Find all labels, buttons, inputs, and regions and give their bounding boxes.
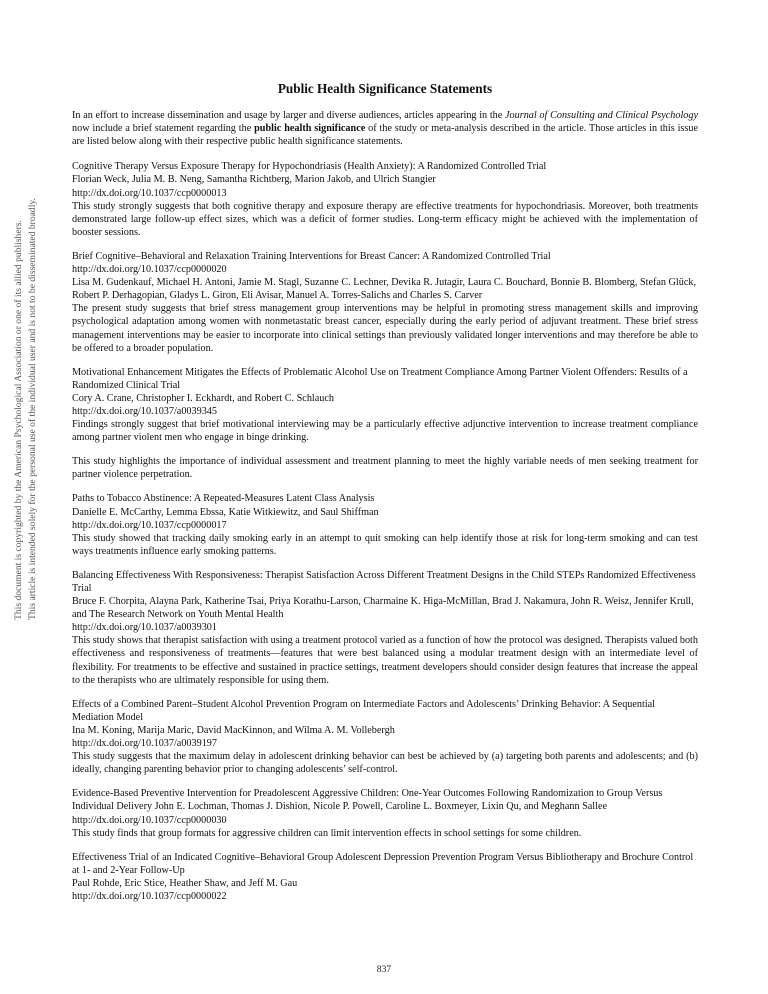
article-entry — [72, 698, 698, 777]
article-authors: Danielle E. McCarthy, Lemma Ebssa, Katie Witkiewitz, and Saul Shiffman — [72, 506, 379, 518]
article-entry — [72, 569, 698, 687]
article-title: Effectiveness Trial of an Indicated Cognitive–Behavioral Group Adolescent Depression Prevention Program Versus Bibliotherapy and Brochure Control at 1- and 2-Year Follow-Up — [72, 851, 694, 876]
article-entry — [72, 492, 698, 557]
article-doi-link[interactable]: http://dx.doi.org/10.1037/ccp0000022 — [72, 890, 227, 902]
significance-statement: This study strongly suggests that both cognitive therapy and exposure therapy are effective treatments for hypochondriasis. Moreover, both treatments demonstrated large follow-up effect sizes, which was a deficit of former studies. Long-term efficacy might be achieved with the implementation of booster sessions. — [72, 200, 698, 238]
article-title: Balancing Effectiveness With Responsiveness: Therapist Satisfaction Across Different Treatment Designs in the Child STEPs Randomized Effectiveness Trial — [72, 569, 696, 594]
article-authors: Cory A. Crane, Christopher I. Eckhardt, and Robert C. Schlauch — [72, 392, 334, 404]
intro-text-3: of the study or meta-analysis described in the article. Those articles in this issue are listed below along with their respective public health significance statements. — [72, 123, 698, 148]
article-title: Evidence-Based Preventive Intervention for Preadolescent Aggressive Children: One-Year Outcomes Following Randomization to Group Versus Individual Delivery John E. Lochman, Thomas J. Dishion, Nicole P. Powell, Caroline L. Boxmeyer, Lixin Qu, and Meghann Sallee — [72, 788, 663, 813]
page-content — [72, 82, 698, 914]
copyright-notice-line-2: This article is intended solely for the personal use of the individual user and is not to be disseminated broadly. — [27, 198, 38, 620]
copyright-side-notice — [10, 40, 50, 620]
article-title: Cognitive Therapy Versus Exposure Therapy for Hypochondriasis (Health Anxiety): A Randomized Controlled Trial — [72, 161, 547, 173]
article-doi-link[interactable]: http://dx.doi.org/10.1037/ccp0000020 — [72, 264, 227, 276]
article-authors: Paul Rohde, Eric Stice, Heather Shaw, and Jeff M. Gau — [72, 877, 298, 889]
article-doi-link[interactable]: http://dx.doi.org/10.1037/ccp0000030 — [72, 814, 227, 826]
article-doi-link[interactable]: http://dx.doi.org/10.1037/ccp0000017 — [72, 519, 227, 531]
significance-statement: The present study suggests that brief stress management group interventions may be helpful in promoting stress management skills and improving psychological adaptation among women with nonmetastatic breast cancer, especially during the early period of adjuvant treatment. These brief stress management interventions may be easier to incorporate into clinical settings than previously validated longer interventions and may therefore be able to be offered to a broader population. — [72, 303, 698, 354]
intro-paragraph — [72, 109, 698, 148]
article-authors: Ina M. Koning, Marija Maric, David MacKinnon, and Wilma A. M. Vollebergh — [72, 724, 395, 736]
article-doi-link[interactable]: http://dx.doi.org/10.1037/a0039301 — [72, 622, 217, 634]
article-entry — [72, 787, 698, 839]
article-authors: Bruce F. Chorpita, Alayna Park, Katherine Tsai, Priya Korathu-Larson, Charmaine K. Higa-McMillan, Brad J. Nakamura, John R. Weisz, Jennifer Krull, and The Research Network on Youth Mental Health — [72, 596, 694, 621]
significance-statement: This study finds that group formats for aggressive children can limit intervention effects in school settings for some children. — [72, 827, 582, 839]
article-entry — [72, 250, 698, 355]
intro-text-2: now include a brief statement regarding the — [72, 123, 255, 135]
article-entry — [72, 366, 698, 445]
article-authors: Florian Weck, Julia M. B. Neng, Samantha Richtberg, Marion Jakob, and Ulrich Stangier — [72, 174, 436, 186]
article-entry — [72, 851, 698, 903]
significance-statement-extra: This study highlights the importance of individual assessment and treatment planning to meet the highly variable needs of men seeking treatment for partner violence perpetration. — [72, 456, 698, 481]
significance-statement: Findings strongly suggest that brief motivational interviewing may be a particularly effective adjunctive intervention to increase treatment compliance among partner violent men who engage in binge drinking. — [72, 419, 698, 444]
article-authors: Lisa M. Gudenkauf, Michael H. Antoni, Jamie M. Stagl, Suzanne C. Lechner, Devika R. Jutagir, Laura C. Bouchard, Bonnie B. Blomberg, Stefan Glück, Robert P. Derhagopian, Gladys L. Giron, Eli Avisar, Manuel A. Torres-Salichs and Charles S. Carver — [72, 277, 696, 302]
article-title: Brief Cognitive–Behavioral and Relaxation Training Interventions for Breast Cancer: A Randomized Controlled Trial — [72, 250, 551, 262]
article-title: Paths to Tobacco Abstinence: A Repeated-Measures Latent Class Analysis — [72, 493, 375, 505]
intro-bold-term: public health significance — [254, 123, 366, 135]
page-number: 837 — [376, 964, 392, 975]
significance-statement: This study showed that tracking daily smoking early in an attempt to quit smoking can help identify those at risk for long-term smoking and can test ways treatments influence early smoking patterns. — [72, 532, 698, 557]
significance-statement: This study suggests that the maximum delay in adolescent drinking behavior can best be achieved by (a) targeting both parents and adolescents; and (b) ideally, changing parenting behavior prior to changing adolescents’ self-control. — [72, 751, 698, 776]
copyright-notice-line-1: This document is copyrighted by the American Psychological Association or one of its allied publishers. — [13, 220, 24, 620]
article-doi-link[interactable]: http://dx.doi.org/10.1037/a0039345 — [72, 405, 217, 417]
journal-name: Journal of Consulting and Clinical Psychology — [505, 110, 699, 122]
page-title: Public Health Significance Statements — [277, 81, 493, 96]
article-doi-link[interactable]: http://dx.doi.org/10.1037/ccp0000013 — [72, 187, 227, 199]
significance-statement: This study shows that therapist satisfaction with using a treatment protocol varied as a function of how the protocol was designed. Therapists valued both effectiveness and responsiveness of treatments—features that were best balanced using a modular treatment design with an intermediate level of flexibility. For treatments to be effective and sustained in practice settings, treatment developers should consider design features that increase the appeal to the therapists who are ultimately responsible for using them. — [72, 635, 698, 686]
article-title: Effects of a Combined Parent–Student Alcohol Prevention Program on Intermediate Factors and Adolescents’ Drinking Behavior: A Sequential Mediation Model — [72, 698, 656, 723]
article-title: Motivational Enhancement Mitigates the Effects of Problematic Alcohol Use on Treatment Compliance Among Partner Violent Offenders: Results of a Randomized Clinical Trial — [72, 366, 688, 391]
intro-text-1: In an effort to increase dissemination and usage by larger and diverse audiences, articles appearing in the — [72, 110, 506, 122]
article-entry — [72, 160, 698, 239]
article-doi-link[interactable]: http://dx.doi.org/10.1037/a0039197 — [72, 738, 217, 750]
